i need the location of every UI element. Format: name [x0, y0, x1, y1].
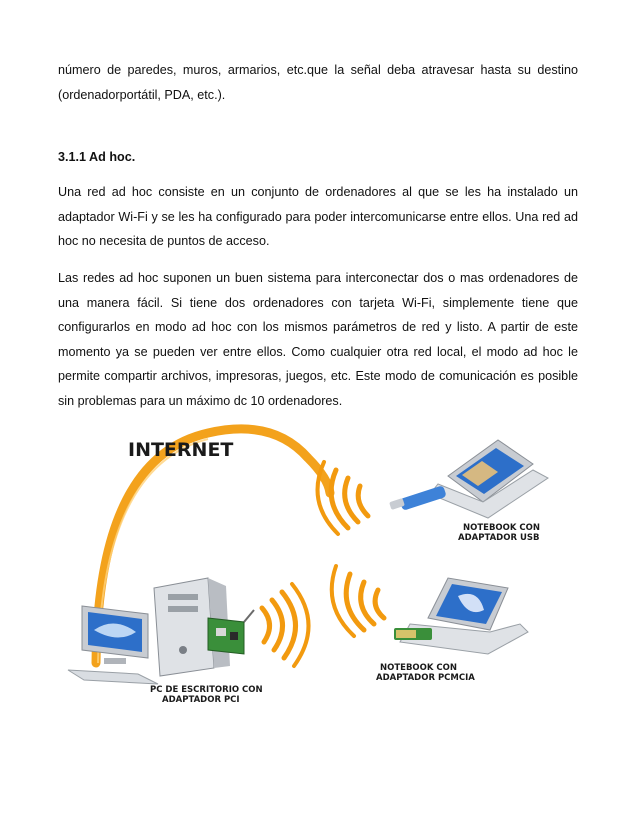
- adhoc-definition-paragraph: Una red ad hoc consiste en un conjunto de ordenadores al que se les ha instalado un adaptador Wi-Fi y se les ha configurado para poder intercomunicarse entre ellos. Una red ad hoc no necesita de puntos de acceso.: [58, 185, 578, 248]
- section-heading: 3.1.1 Ad hoc.: [58, 150, 136, 164]
- pc-label-line2: ADAPTADOR PCI: [162, 695, 240, 705]
- notebook-pcmcia-label-line1: NOTEBOOK CON: [380, 663, 457, 673]
- wifi-waves-bottom: [332, 566, 384, 636]
- pc-label-line1: PC DE ESCRITORIO CON: [150, 685, 263, 695]
- notebook-usb-label-line2: ADAPTADOR USB: [458, 533, 540, 543]
- notebook-pcmcia-icon: [394, 578, 528, 654]
- adhoc-benefits-paragraph: Las redes ad hoc suponen un buen sistema para interconectar dos o mas ordenadores de una manera fácil. Si tiene dos ordenadores con tarjeta Wi-Fi, simplemente tiene que configurarlos en modo ad hoc con los mismos parámetros de red y listo. A partir de este momento ya se pueden ver entre ellos. Como cualquier otra red local, el modo ad hoc le permite compartir archivos, impresoras, juegos, etc. Este modo de comunicación es posible sin problemas para un máximo dc 10 ordenadores.: [58, 271, 578, 408]
- notebook-usb-icon: [389, 440, 548, 518]
- wifi-waves-pc: [262, 584, 309, 666]
- notebook-pcmcia-label-line2: ADAPTADOR PCMCIA: [376, 673, 475, 683]
- notebook-usb-label-line1: NOTEBOOK CON: [463, 523, 540, 533]
- adhoc-network-diagram: [58, 418, 580, 718]
- internet-label: INTERNET: [128, 439, 234, 461]
- intro-continuation-paragraph: número de paredes, muros, armarios, etc.que la señal deba atravesar hasta su destino (ordenadorportátil, PDA, etc.).: [58, 63, 578, 102]
